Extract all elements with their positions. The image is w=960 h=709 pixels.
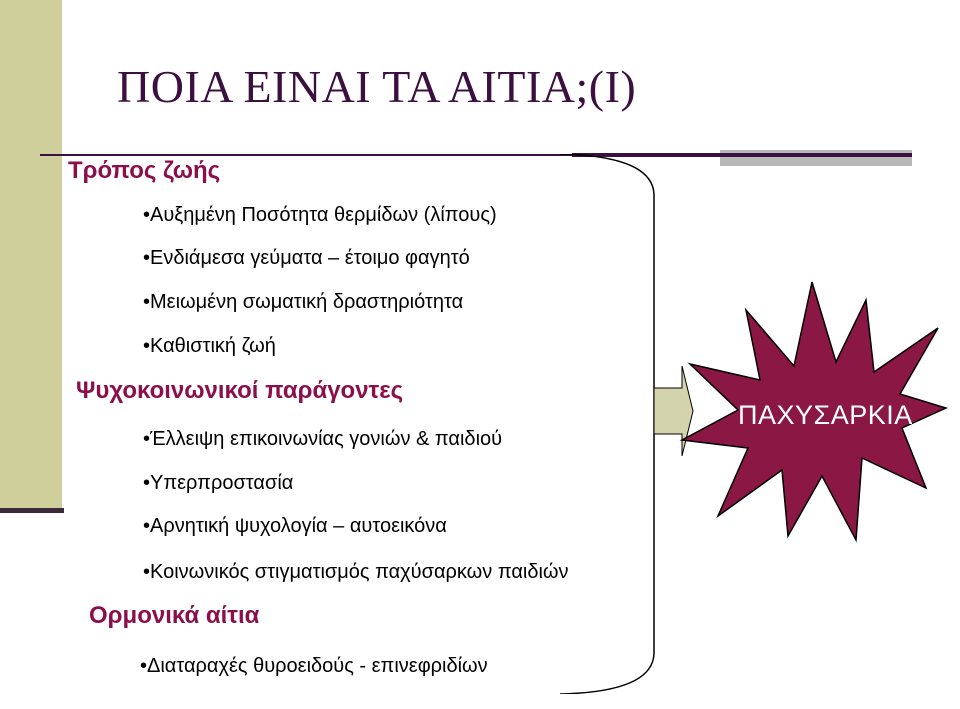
bullet-item: •Ενδιάμεσα γεύματα – έτοιμο φαγητό — [143, 247, 470, 269]
bullet-item: •Αυξημένη Ποσότητα θερμίδων (λίπους) — [143, 204, 497, 226]
bullet-item: •Διαταραχές θυροειδούς - επινεφριδίων — [140, 655, 488, 677]
side-accent-edge — [0, 508, 64, 513]
bullet-item: •Έλλειψη επικοινωνίας γονιών & παιδιού — [143, 428, 503, 450]
bullet-item: •Αρνητική ψυχολογία – αυτοεικόνα — [143, 515, 447, 537]
section-heading-lifestyle: Τρόπος ζωής — [68, 157, 221, 184]
bullet-item: •Κοινωνικός στιγματισμός παχύσαρκων παιδιών — [143, 561, 569, 583]
slide-title: ΠΟΙΑ ΕΙΝΑΙ ΤΑ ΑΙΤΙΑ;(Ι) — [117, 61, 637, 112]
section-heading-psychosocial: Ψυχοκοινωνικοί παράγοντες — [76, 377, 404, 404]
bullet-item: •Καθιστική ζωή — [143, 335, 276, 357]
section-heading-hormonal: Ορμονικά αίτια — [89, 602, 260, 629]
result-label: ΠΑΧΥΣΑΡΚΙΑ — [738, 400, 913, 430]
bullet-item: •Μειωμένη σωματική δραστηριότητα — [143, 291, 464, 313]
bullet-item: •Υπερπροστασία — [143, 472, 294, 494]
side-accent-bar — [0, 0, 62, 512]
